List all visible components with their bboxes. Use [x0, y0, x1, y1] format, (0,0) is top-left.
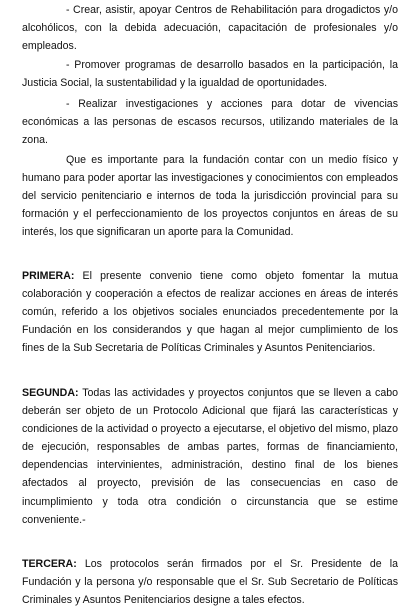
clause-primera-heading: PRIMERA: [22, 270, 75, 282]
clause-tercera-text: Los protocolos serán firmados por el Sr. Presidente de la Fundación y la persona y/o responsable que el Sr. Sub Secretario de Políticas Criminales y Asuntos Penitenciarios designe a tales efectos. [22, 558, 398, 607]
bullet-research-actions: - Realizar investigaciones y acciones para dotar de vivencias económicas a las personas de escasos recursos, utilizando materiales de la zona. [22, 98, 398, 147]
clause-segunda-heading: SEGUNDA: [22, 387, 79, 399]
clause-segunda [22, 384, 398, 529]
clause-primera-text: El presente convenio tiene como objeto fomentar la mutua colaboración y cooperación a efectos de realizar acciones en áreas de interés común, referido a los objetivos sociales enunciados precedentemente por la Fundación en los considerandos y que hagan al mejor cumplimiento de los fines de la Sub Secretaria de Políticas Criminales y Asuntos Penitenciarios. [22, 270, 398, 355]
clause-tercera-heading: TERCERA: [22, 558, 77, 570]
bullet-rehabilitation-centers: - Crear, asistir, apoyar Centros de Rehabilitación para drogadictos y/o alcohólicos, con la debida adecuación, capacitación de profesionales y/o empleados. [22, 4, 398, 53]
bullet-development-programs: - Promover programas de desarrollo basados en la participación, la Justicia Social, la sustentabilidad y la igualdad de oportunidades. [22, 59, 398, 90]
clause-segunda-text: Todas las actividades y proyectos conjuntos que se lleven a cabo deberán ser objeto de un Protocolo Adicional que fijará las características y condiciones de la actividad o proyecto a ejecutarse, el objetivo del mismo, plazo de ejecución, responsables de ambas partes, formas de financiamiento, dependencias intervinientes, administración, destino final de los bienes afectados al proyecto, previsión de las consecuencias en caso de incumplimiento y toda otra condición o circunstancia que se estime conveniente.- [22, 387, 398, 526]
clause-primera [22, 267, 398, 357]
clause-tercera [22, 555, 398, 614]
interest-paragraph: Que es importante para la fundación contar con un medio físico y humano para poder aportar las investigaciones y conocimientos con empleados del servicio penitenciario e internos de toda la jurisdicción provincial para su formación y el perfeccionamiento de los proyectos conjuntos en áreas de su interés, los que significaran un aporte para la Comunidad. [22, 154, 398, 239]
